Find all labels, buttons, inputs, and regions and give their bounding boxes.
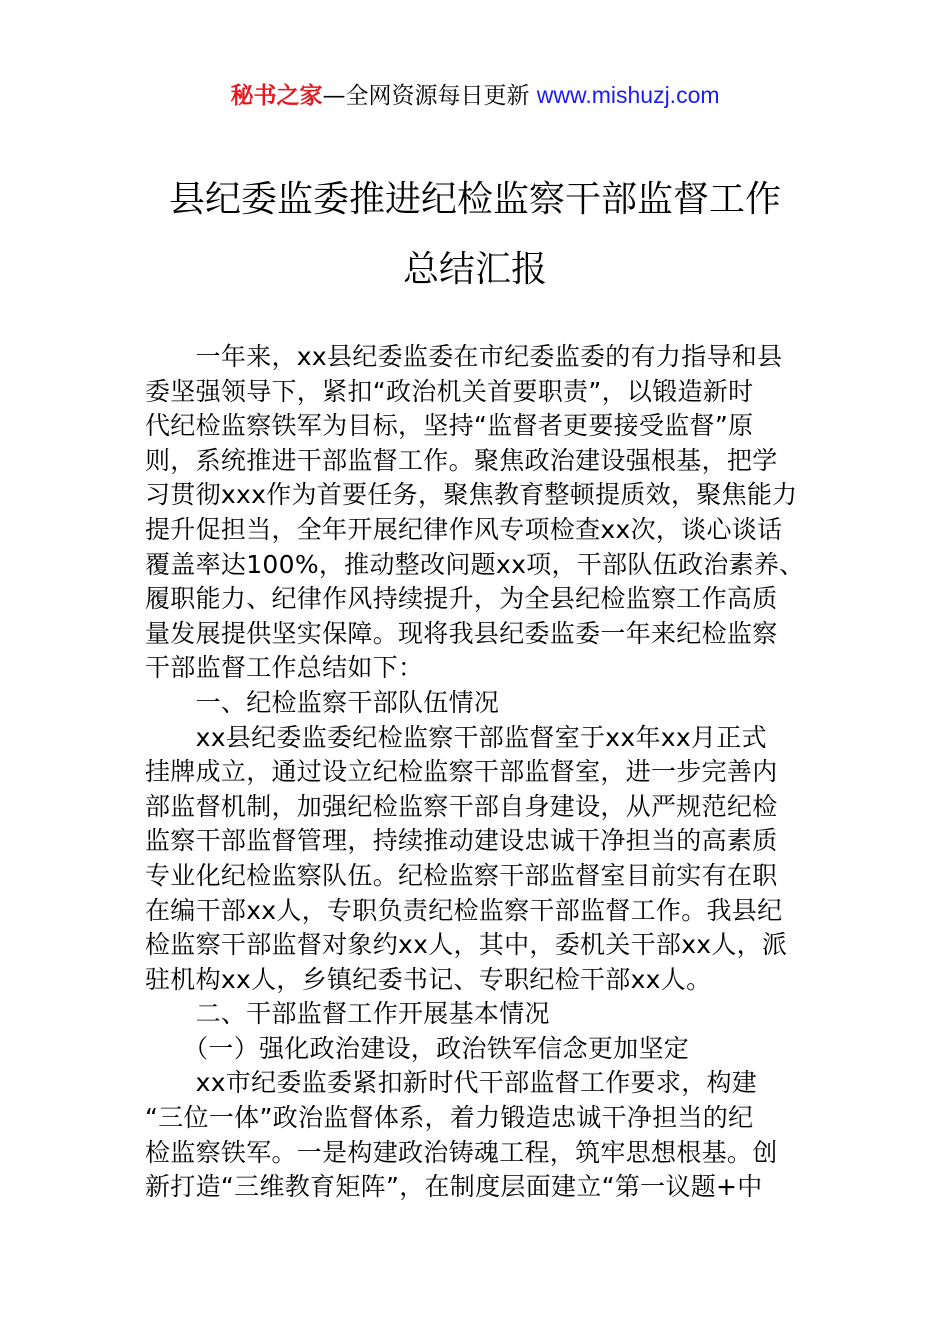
body-line: 履职能力、纪律作风持续提升，为全县纪检监察工作高质	[145, 584, 778, 614]
site-brand: 秘书之家	[230, 83, 323, 109]
document-body	[145, 340, 810, 1205]
body-line: xx县纪委监委纪检监察干部监督室于xx年xx月正式	[145, 722, 767, 752]
body-line: “三位一体”政治监督体系，着力锻造忠诚干净担当的纪	[145, 1103, 754, 1133]
body-line: 新打造“三维教育矩阵”，在制度层面建立“第一议题+中	[145, 1172, 763, 1202]
body-line: 覆盖率达100%，推动整改问题xx项，干部队伍政治素养、	[145, 549, 805, 579]
body-line: 代纪检监察铁军为目标，坚持“监督者更要接受监督”原	[145, 411, 754, 441]
body-line: 则，系统推进干部监督工作。聚焦政治建设强根基，把学	[145, 445, 778, 475]
body-line: 习贯彻xxx作为首要任务，聚焦教育整顿提质效，聚焦能力	[145, 480, 798, 510]
section-heading: 二、干部监督工作开展基本情况	[145, 999, 550, 1029]
document-title-line-1: 县纪委监委推进纪检监察干部监督工作	[168, 179, 781, 220]
body-line: 一年来，xx县纪委监委在市纪委监委的有力指导和县	[145, 342, 783, 371]
document-title-line-2: 总结汇报	[402, 249, 547, 290]
body-line: 提升促担当，全年开展纪律作风专项检查xx次，谈心谈话	[145, 514, 783, 544]
body-line: 专业化纪检监察队伍。纪检监察干部监督室目前实有在职	[145, 860, 778, 890]
body-line: 检监察干部监督对象约xx人，其中，委机关干部xx人，派	[145, 930, 788, 960]
site-url-link[interactable]: www.mishuzj.com	[536, 82, 720, 108]
body-line: 量发展提供坚实保障。现将我县纪委监委一年来纪检监察	[145, 618, 778, 648]
body-line: 部监督机制，加强纪检监察干部自身建设，从严规范纪检	[145, 791, 778, 821]
body-line: 挂牌成立，通过设立纪检监察干部监督室，进一步完善内	[145, 757, 778, 787]
body-line: 在编干部xx人，专职负责纪检监察干部监督工作。我县纪	[145, 895, 783, 925]
body-line: xx市纪委监委紧扣新时代干部监督工作要求，构建	[145, 1068, 758, 1098]
subsection-heading: （一）强化政治建设，政治铁军信念更加坚定	[145, 1033, 690, 1063]
section-heading: 一、纪检监察干部队伍情况	[145, 687, 500, 717]
site-header	[0, 78, 950, 113]
body-line: 驻机构xx人，乡镇纪委书记、专职纪检干部xx人。	[145, 964, 712, 994]
body-line: 委坚强领导下，紧扣“政治机关首要职责”，以锻造新时	[145, 376, 754, 406]
body-line: 监察干部监督管理，持续推动建设忠诚干净担当的高素质	[145, 826, 778, 856]
body-line: 检监察铁军。一是构建政治铸魂工程，筑牢思想根基。创	[145, 1137, 778, 1167]
body-line: 干部监督工作总结如下：	[145, 653, 424, 683]
site-tagline: —全网资源每日更新	[322, 83, 537, 109]
